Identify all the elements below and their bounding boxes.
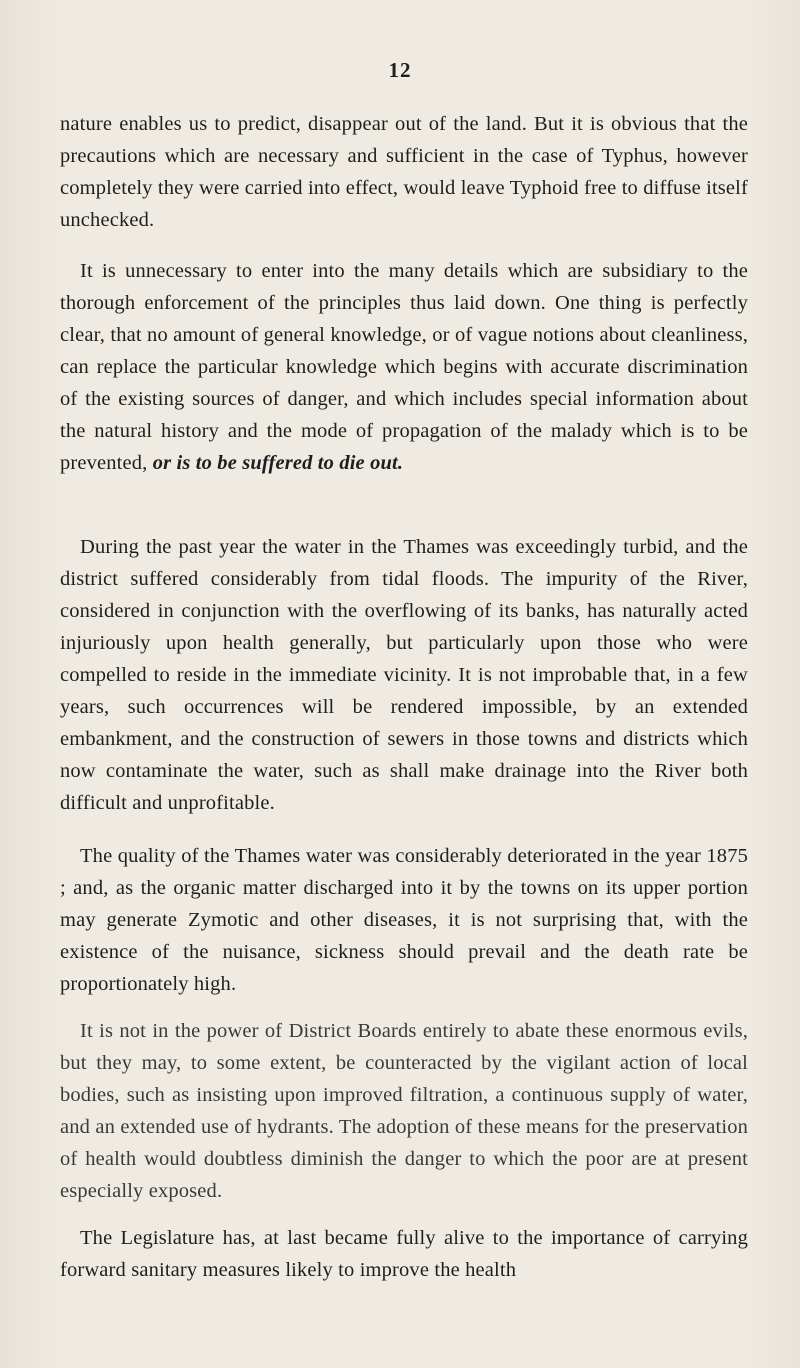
paragraph-3 bbox=[60, 531, 748, 819]
paragraph-4-text: The quality of the Thames water was considerably deteriorated in the year 1875 ; and, as the organic matter discharged into it by the towns on its upper portion may generate Zymotic and other diseases, it is not surprising that, with the existence of the nuisance, sickness should prevail and the death rate be proportionately high. bbox=[60, 845, 748, 995]
paragraph-4 bbox=[60, 840, 748, 1000]
paragraph-3-text: During the past year the water in the Thames was exceedingly turbid, and the district suffered considerably from tidal floods. The impurity of the River, considered in conjunction with the overflowing of its banks, has naturally acted injuriously upon health generally, but particularly upon those who were compelled to reside in the immediate vicinity. It is not improbable that, in a few years, such occurrences will be rendered impossible, by an extended embankment, and the construction of sewers in those towns and districts which now contaminate the water, such as shall make drainage into the River both difficult and unprofitable. bbox=[60, 536, 748, 814]
page-number: 12 bbox=[388, 58, 412, 82]
paragraph-5-text: It is not in the power of District Boards entirely to abate these enormous evils, but they may, to some extent, be counteracted by the vigilant action of local bodies, such as insisting upon improved filtration, a continuous supply of water, and an extended use of hydrants. The adoption of these means for the preservation of health would doubtless diminish the danger to which the poor are at present especially exposed. bbox=[60, 1020, 748, 1202]
paragraph-2-emphasis: or is to be suffered to die out. bbox=[152, 452, 404, 474]
paragraph-6-text: The Legislature has, at last became fully alive to the importance of carrying forward sanitary measures likely to improve the health bbox=[60, 1227, 748, 1281]
paragraph-1: nature enables us to predict, disappear out of the land. But it is obvious that the precautions which are necessary and sufficient in the case of Typhus, however completely they were carried into effect, would leave Typhoid free to diffuse itself unchecked. bbox=[60, 113, 748, 231]
paragraph-6 bbox=[60, 1222, 748, 1286]
paragraph-2 bbox=[60, 255, 748, 479]
paragraph-2-text: It is unnecessary to enter into the many details which are subsidiary to the thorough enforcement of the principles thus laid down. One thing is perfectly clear, that no amount of general knowledge, or of vague notions about cleanliness, can replace the particular knowledge which begins with accurate discrimination of the existing sources of danger, and which includes special information about the natural history and the mode of propagation of the malady which is to be prevented, bbox=[60, 260, 748, 474]
paragraph-5 bbox=[60, 1015, 748, 1207]
